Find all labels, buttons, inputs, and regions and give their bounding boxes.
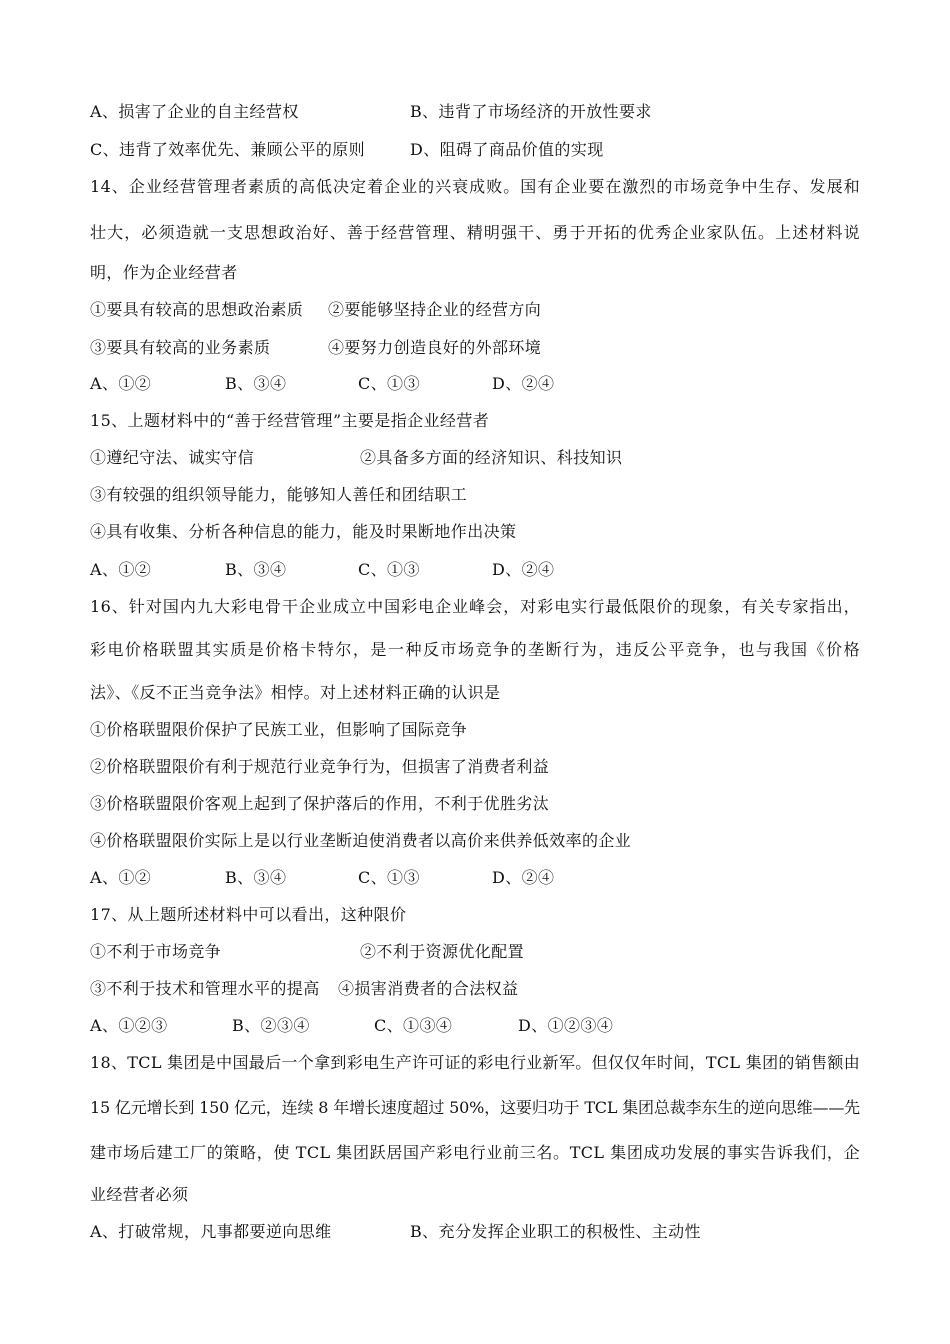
q14-stem-line-1: 14、企业经营管理者素质的高低决定着企业的兴衰成败。国有企业要在激烈的市场竞争中生存、发展和: [90, 177, 860, 196]
q17-item-2: ②不利于资源优化配置: [360, 942, 525, 961]
q14-option-a: A、①②: [90, 374, 152, 393]
q13-option-d: D、阻碍了商品价值的实现: [410, 140, 604, 159]
q14-item-2: ②要能够坚持企业的经营方向: [328, 300, 542, 319]
q16-item-3: ③价格联盟限价客观上起到了保护落后的作用，不利于优胜劣汰: [90, 794, 550, 813]
q16-option-c: C、①③: [358, 868, 420, 887]
q16-option-b: B、③④: [225, 868, 287, 887]
q17-option-b: B、②③④: [232, 1016, 310, 1035]
q17-item-4: ④损害消费者的合法权益: [338, 979, 519, 998]
q13-option-b: B、违背了市场经济的开放性要求: [410, 102, 652, 121]
q15-option-d: D、②④: [492, 560, 555, 579]
q13-option-a: A、损害了企业的自主经营权: [90, 102, 299, 121]
q18-option-a: A、打破常规，凡事都要逆向思维: [90, 1222, 332, 1241]
q16-stem-line-3: 法》、《反不正当竞争法》相悖。对上述材料正确的认识是: [90, 683, 501, 702]
q15-option-a: A、①②: [90, 560, 152, 579]
q16-item-4: ④价格联盟限价实际上是以行业垄断迫使消费者以高价来供养低效率的企业: [90, 831, 632, 850]
q18-stem-line-1: 18、TCL 集团是中国最后一个拿到彩电生产许可证的彩电行业新军。但仅仅年时间，TCL 集团的销售额由: [90, 1053, 860, 1072]
q14-item-3: ③要具有较高的业务素质: [90, 338, 271, 357]
q18-stem-line-4: 业经营者必须: [90, 1185, 189, 1204]
q17-item-1: ①不利于市场竞争: [90, 942, 222, 961]
q16-item-1: ①价格联盟限价保护了民族工业，但影响了国际竞争: [90, 720, 468, 739]
q18-stem-line-2: 15 亿元增长到 150 亿元，连续 8 年增长速度超过 50%，这要归功于 TCL 集团总裁李东生的逆向思维——先: [90, 1098, 860, 1117]
q15-stem: 15、上题材料中的“善于经营管理”主要是指企业经营者: [90, 411, 490, 430]
q16-stem-line-2: 彩电价格联盟其实质是价格卡特尔，是一种反市场竞争的垄断行为，违反公平竞争，也与我国《价格: [90, 640, 860, 659]
q14-stem-line-3: 明，作为企业经营者: [90, 263, 238, 282]
q16-stem-line-1: 16、针对国内九大彩电骨干企业成立中国彩电企业峰会，对彩电实行最低限价的现象，有关专家指出，: [90, 597, 860, 616]
q14-option-d: D、②④: [492, 374, 555, 393]
q16-option-d: D、②④: [492, 868, 555, 887]
q16-option-a: A、①②: [90, 868, 152, 887]
q14-stem-line-2: 壮大，必须造就一支思想政治好、善于经营管理、精明强干、勇于开拓的优秀企业家队伍。上述材料说: [90, 223, 860, 242]
q15-option-b: B、③④: [225, 560, 287, 579]
q14-item-1: ①要具有较高的思想政治素质: [90, 300, 304, 319]
q15-item-1: ①遵纪守法、诚实守信: [90, 448, 255, 467]
q13-option-c: C、违背了效率优先、兼顾公平的原则: [90, 140, 366, 159]
q15-item-3: ③有较强的组织领导能力，能够知人善任和团结职工: [90, 485, 468, 504]
q17-option-d: D、①②③④: [518, 1016, 614, 1035]
q14-option-b: B、③④: [225, 374, 287, 393]
q17-stem: 17、从上题所述材料中可以看出，这种限价: [90, 905, 407, 924]
q16-item-2: ②价格联盟限价有利于规范行业竞争行为，但损害了消费者利益: [90, 757, 550, 776]
q15-option-c: C、①③: [358, 560, 420, 579]
q18-option-b: B、充分发挥企业职工的积极性、主动性: [410, 1222, 701, 1241]
q14-item-4: ④要努力创造良好的外部环境: [328, 338, 542, 357]
q17-item-3: ③不利于技术和管理水平的提高: [90, 979, 320, 998]
q15-item-4: ④具有收集、分析各种信息的能力，能及时果断地作出决策: [90, 522, 517, 541]
q17-option-c: C、①③④: [374, 1016, 453, 1035]
q17-option-a: A、①②③: [90, 1016, 168, 1035]
q15-item-2: ②具备多方面的经济知识、科技知识: [360, 448, 623, 467]
q18-stem-line-3: 建市场后建工厂的策略，使 TCL 集团跃居国产彩电行业前三名。TCL 集团成功发展的事实告诉我们，企: [90, 1143, 860, 1162]
q14-option-c: C、①③: [358, 374, 420, 393]
